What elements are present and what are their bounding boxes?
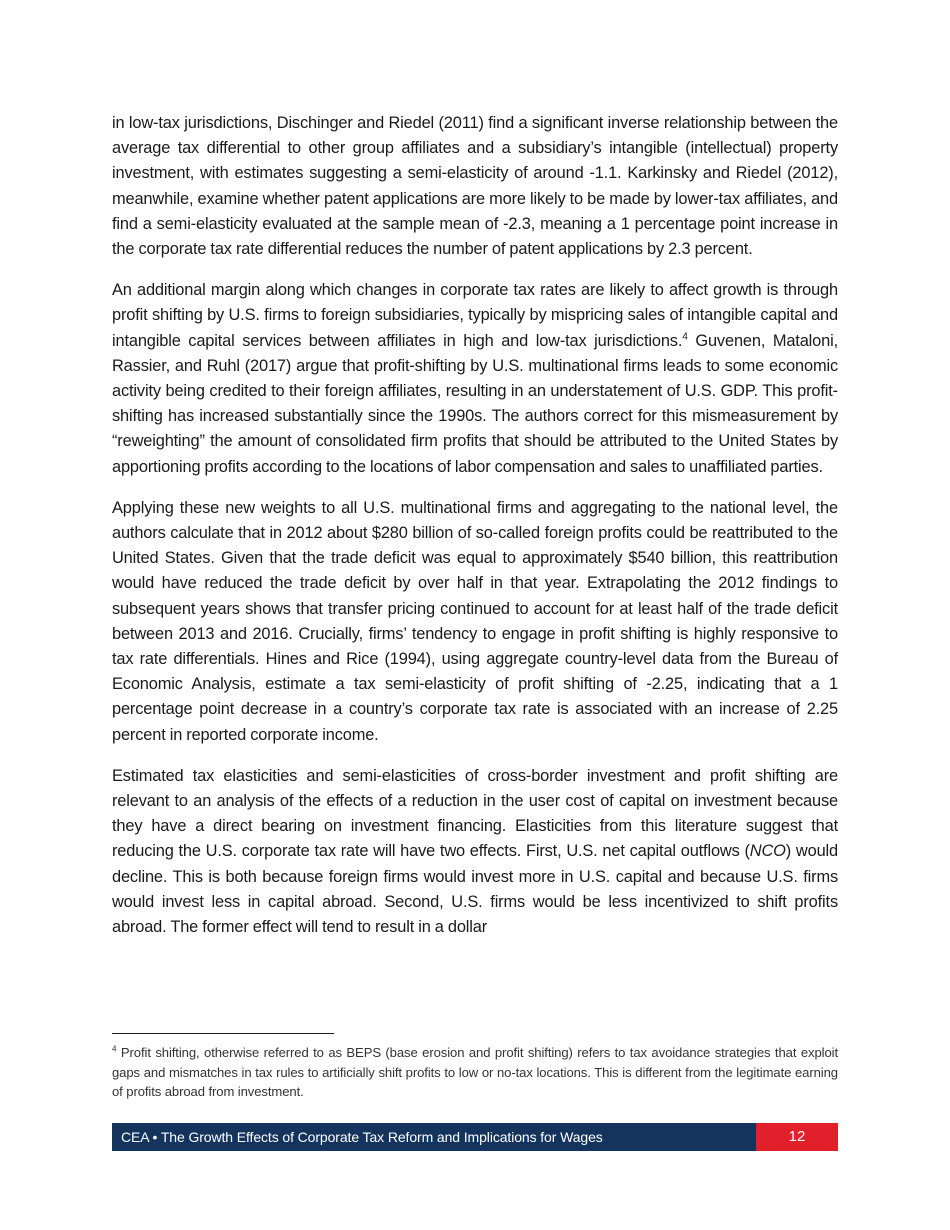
paragraph-4-text-before-italic: Estimated tax elasticities and semi-elasticities of cross-border investment and profit shifting are relevant to an analysis of the effects of a reduction in the user cost of capital on investment because they have a direct bearing on investment financing. Elasticities from this literature suggest that reducing the U.S. corporate tax rate will have two effects. First, U.S. net capital outflows ( (112, 766, 838, 861)
page-number: 12 (756, 1123, 838, 1151)
paragraph-1: in low-tax jurisdictions, Dischinger and Riedel (2011) find a significant inverse relationship between the average tax differential to other group affiliates and a subsidiary’s intangible (intellectual) property investment, with estimates suggesting a semi-elasticity of around -1.1. Karkinsky and Riedel (2012), meanwhile, examine whether patent applications are more likely to be made by lower-tax affiliates, and find a semi-elasticity evaluated at the sample mean of -2.3, meaning a 1 percentage point increase in the corporate tax rate differential reduces the number of patent applications by 2.3 percent. (112, 114, 838, 259)
footer-title: CEA • The Growth Effects of Corporate Tax Reform and Implications for Wages (112, 1123, 756, 1151)
footnote-number: 4 (112, 1044, 117, 1054)
page-footer (112, 1123, 838, 1151)
footnote-text: Profit shifting, otherwise referred to as BEPS (base erosion and profit shifting) refers to tax avoidance strategies that exploit gaps and mismatches in tax rules to artificially shift profits to low or no-tax locations. This is different from the legitimate earning of profits abroad from investment. (112, 1045, 838, 1100)
paragraph-4-text-after-italic: ) would decline. This is both because foreign firms would invest more in U.S. capital and because U.S. firms would invest less in capital abroad. Second, U.S. firms would be less incentivized to shift profits abroad. The former effect will tend to result in a dollar (112, 842, 838, 937)
paragraph-3: Applying these new weights to all U.S. multinational firms and aggregating to the national level, the authors calculate that in 2012 about $280 billion of so-called foreign profits could be reattributed to the United States. Given that the trade deficit was equal to approximately $540 billion, this reattribution would have reduced the trade deficit by over half in that year. Extrapolating the 2012 findings to subsequent years shows that transfer pricing continued to account for at least half of the trade deficit between 2013 and 2016. Crucially, firms’ tendency to engage in profit shifting is highly responsive to tax rate differentials. Hines and Rice (1994), using aggregate country-level data from the Bureau of Economic Analysis, estimate a tax semi-elasticity of profit shifting of -2.25, indicating that a 1 percentage point decrease in a country’s corporate tax rate is associated with an increase of 2.25 percent in reported corporate income. (112, 498, 838, 744)
footnote-ref-4[interactable]: 4 (682, 331, 688, 343)
paragraph-4 (112, 764, 838, 940)
footnote-4 (112, 1043, 838, 1102)
paragraph-2 (112, 278, 838, 480)
paragraph-2-text-after-ref: Guvenen, Mataloni, Rassier, and Ruhl (2017) argue that profit-shifting by U.S. multinational firms leads to some economic activity being credited to their foreign affiliates, resulting in an understatement of U.S. GDP. This profit-shifting has increased substantially since the 1990s. The authors correct for this mismeasurement by “reweighting” the amount of consolidated firm profits that should be attributed to the United States by apportioning profits according to the locations of labor compensation and sales to unaffiliated parties. (112, 331, 838, 476)
nco-term: NCO (749, 842, 786, 861)
body-text (112, 111, 838, 956)
paragraph-2-text-before-ref: An additional margin along which changes in corporate tax rates are likely to affect growth is through profit shifting by U.S. firms to foreign subsidiaries, typically by mispricing sales of intangible capital and intangible capital services between affiliates in high and low-tax jurisdictions. (112, 281, 838, 350)
footnote-divider (112, 1033, 334, 1034)
